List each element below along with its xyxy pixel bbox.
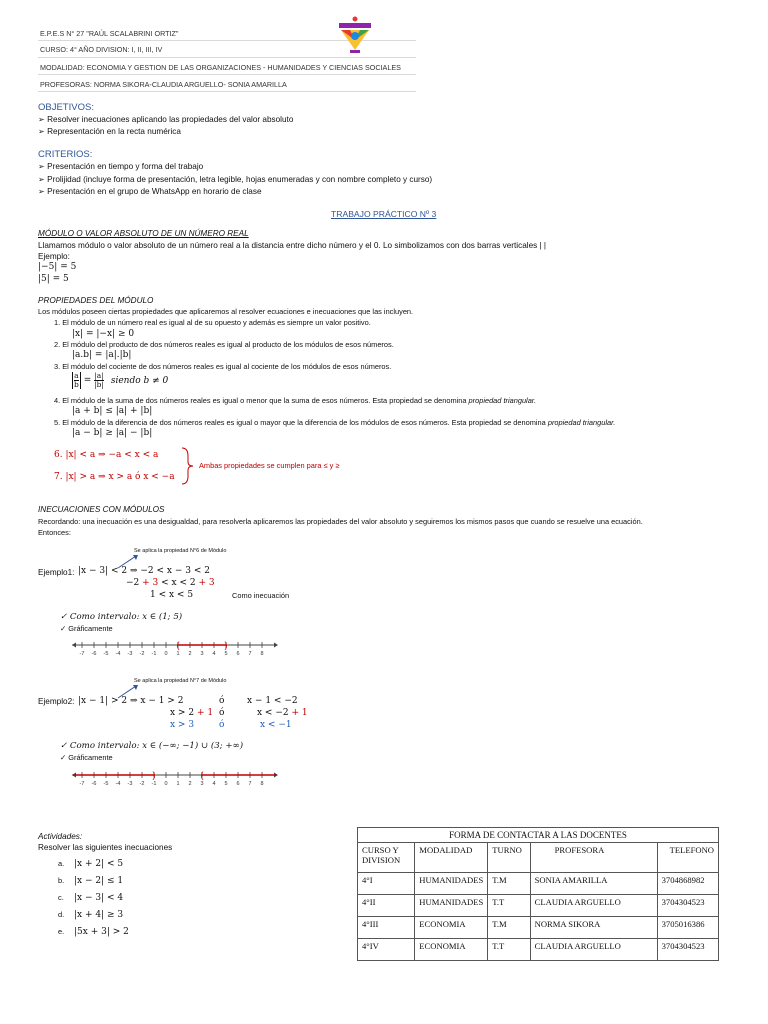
prop-5-formula: |a − b| ≥ |a| − |b| <box>72 428 153 438</box>
ex2-right3: x < −1 <box>260 720 292 730</box>
modulo-title: MÓDULO O VALOR ABSOLUTO DE UN NÚMERO REAL <box>38 229 249 238</box>
example-2: |5| = 5 <box>38 274 69 284</box>
tick-label: 4 <box>212 651 216 657</box>
prop-1-formula: |x| = |−x| ≥ 0 <box>72 329 135 339</box>
tick-label: 6 <box>236 651 240 657</box>
brace-icon <box>180 446 196 486</box>
open-endpoint: ) <box>152 770 156 780</box>
tick-label: 4 <box>212 781 216 787</box>
ex2-note: Se aplica la propiedad N°7 de Módulo <box>134 678 227 684</box>
modality-line: MODALIDAD: ECONOMIA Y GESTION DE LAS ORGANIZACIONES - HUMANIDADES Y CIENCIAS SOCIALES <box>40 63 401 72</box>
prop-3-condition: siendo b ≠ 0 <box>110 375 169 386</box>
number-line-2 <box>70 766 280 792</box>
tick-label: -4 <box>115 651 121 657</box>
ex2-line1: |x − 1| > 2 ⇒ x − 1 > 2 <box>78 696 184 706</box>
tick-label: -7 <box>79 781 85 787</box>
axis-arrow-right-icon <box>274 643 278 648</box>
tick-label: 5 <box>224 651 228 657</box>
criteria-item: ➢ Prolijidad (incluye forma de presentación, letra legible, hojas enumeradas y con nombre completo y curso) <box>38 175 433 184</box>
criteria-item: ➢ Presentación en el grupo de WhatsApp en horario de clase <box>38 187 262 196</box>
activities-list: a. |x + 2| < 5 b. |x − 2| ≤ 1 c. |x − 3| < 4 d. |x + 4| ≥ 3 e. |5x + 3| > 2 <box>58 859 129 937</box>
ex2-or: ó <box>219 708 225 718</box>
tick-label: -3 <box>127 781 133 787</box>
props-intro: Los módulos poseen ciertas propiedades que aplicaremos al resolver ecuaciones e inecuaciones que las incluyen. <box>38 307 414 316</box>
ex1-interval: ✓ Como intervalo: x ∈ (1; 5) <box>60 612 183 622</box>
criteria-title: CRITERIOS: <box>38 149 93 160</box>
prop-4: 4. El módulo de la suma de dos números reales es igual o menor que la suma de esos números. Esta propiedad se denomina propiedad triangular. <box>54 396 537 405</box>
inec-text: Recordando: una inecuación es una desigualdad, para resolverla aplicaremos las propiedades del valor absoluto y seguiremos los mismos pasos que cuando se resuelve una ecuación. <box>38 517 643 526</box>
tick-label: 7 <box>248 781 252 787</box>
open-endpoint: ( <box>176 640 180 650</box>
open-endpoint: ) <box>224 640 228 650</box>
ex1-line3-note: Como inecuación <box>232 591 290 600</box>
tp-title: TRABAJO PRÁCTICO Nº 3 <box>331 209 437 219</box>
ex1-line1: |x − 3| < 2 ⇒ −2 < x − 3 < 2 <box>78 566 210 576</box>
ex1-line2: −2 + 3 < x < 2 + 3 <box>126 578 215 588</box>
tick-label: -1 <box>151 651 157 657</box>
activity-item: |x + 2| < 5 <box>74 859 124 869</box>
axis-arrow-left-icon <box>72 643 76 648</box>
prop-2: 2. El módulo del producto de dos números reales es igual al producto de los módulos de esos números. <box>54 340 394 349</box>
inec-then: Entonces: <box>38 528 71 537</box>
ex1-note: Se aplica la propiedad N°6 de Módulo <box>134 548 227 554</box>
activities-subtitle: Resolver las siguientes inecuaciones <box>38 843 173 852</box>
tick-label: 2 <box>188 781 192 787</box>
prop-3-formula: $\frac{a}{b}$ = $\frac{|a|}{|b|}$ siendo b ≠ 0 <box>74 371 169 389</box>
prop-7: 7. |x| > a ⇒ x > a ó x < −a <box>54 472 175 482</box>
tick-label: -1 <box>151 781 157 787</box>
ex2-or: ó <box>219 720 225 730</box>
tick-label: 0 <box>164 651 168 657</box>
prop-6: 6. |x| < a ⇒ −a < x < a <box>54 450 159 460</box>
table-row: 4°II HUMANIDADES T.T CLAUDIA ARGUELLO 3704304523 <box>358 895 719 917</box>
tick-label: 6 <box>236 781 240 787</box>
school-logo <box>336 14 374 56</box>
brace-note: Ambas propiedades se cumplen para ≤ y ≥ <box>199 461 340 470</box>
tick-label: 8 <box>260 651 264 657</box>
tick-label: 1 <box>176 651 180 657</box>
ex1-line3: 1 < x < 5 <box>150 590 194 600</box>
tick-label: -2 <box>139 781 145 787</box>
props-title: PROPIEDADES DEL MÓDULO <box>38 296 154 305</box>
tick-label: 8 <box>260 781 264 787</box>
tick-label: -7 <box>79 651 85 657</box>
tick-label: 1 <box>176 781 180 787</box>
tick-label: 3 <box>200 651 204 657</box>
tick-label: -6 <box>91 781 97 787</box>
ex2-interval: ✓ Como intervalo: x ∈ (−∞; −1) ∪ (3; +∞) <box>60 741 244 751</box>
tick-label: 0 <box>164 781 168 787</box>
objectives-title: OBJETIVOS: <box>38 102 94 113</box>
tick-label: -3 <box>127 651 133 657</box>
table-header-row: CURSO Y DIVISION MODALIDAD TURNO PROFESORA TELEFONO <box>358 843 719 873</box>
prop-4-formula: |a + b| ≤ |a| + |b| <box>72 406 153 416</box>
ex2-line3: x > 3 <box>170 720 195 730</box>
open-endpoint: ( <box>200 770 204 780</box>
activities-title: Actividades: <box>38 832 83 841</box>
prop-1: 1. El módulo de un número real es igual al de su opuesto y además es siempre un valor positivo. <box>54 318 371 327</box>
number-line-1 <box>70 636 280 662</box>
table-row: 4°I HUMANIDADES T.M SONIA AMARILLA 3704868982 <box>358 873 719 895</box>
tick-label: 7 <box>248 651 252 657</box>
tick-label: -2 <box>139 651 145 657</box>
tick-label: -5 <box>103 651 109 657</box>
prop-2-formula: |a.b| = |a|.|b| <box>72 350 132 360</box>
inec-title: INECUACIONES CON MÓDULOS <box>38 505 165 514</box>
tick-label: -5 <box>103 781 109 787</box>
prop-3: 3. El módulo del cociente de dos números reales es igual al cociente de los módulos de esos números. <box>54 362 392 371</box>
ex2-right1: x − 1 < −2 <box>247 696 298 706</box>
tick-label: 3 <box>200 781 204 787</box>
activity-item: |x − 2| ≤ 1 <box>74 876 124 886</box>
contact-table-title: FORMA DE CONTACTAR A LAS DOCENTES <box>358 828 719 843</box>
school-name: E.P.E.S N° 27 "RAÚL SCALABRINI ORTIZ" <box>40 29 179 38</box>
tick-label: 2 <box>188 651 192 657</box>
modulo-definition: Llamamos módulo o valor absoluto de un número real a la distancia entre dicho número y el 0. Lo simbolizamos con dos barras verticales | | <box>38 241 547 250</box>
example-1: |−5| = 5 <box>38 262 77 272</box>
ex2-graphic-label: ✓ Gráficamente <box>60 753 113 762</box>
course-line: CURSO: 4° AÑO DIVISION: I, II, III, IV <box>40 45 163 54</box>
prop-5: 5. El módulo de la diferencia de dos números reales es igual o mayor que la diferencia de los módulos de esos números. Esta propiedad se denomina propiedad triangular. <box>54 418 616 427</box>
activity-item: |x − 3| < 4 <box>74 893 124 903</box>
ex1-label: Ejemplo1: <box>38 568 75 577</box>
tick-label: -6 <box>91 651 97 657</box>
tick-label: 5 <box>224 781 228 787</box>
table-row: 4°IV ECONOMIA T.T CLAUDIA ARGUELLO 3704304523 <box>358 939 719 961</box>
tick-label: -4 <box>115 781 121 787</box>
teachers-line: PROFESORAS: NORMA SIKORA-CLAUDIA ARGUELLO- SONIA AMARILLA <box>40 80 287 89</box>
table-row: 4°III ECONOMIA T.M NORMA SIKORA 3705016386 <box>358 917 719 939</box>
ex1-graphic-label: ✓ Gráficamente <box>60 624 113 633</box>
ex2-or: ó <box>219 696 225 706</box>
ex2-right2: x < −2 + 1 <box>257 708 308 718</box>
criteria-item: ➢ Presentación en tiempo y forma del trabajo <box>38 162 204 171</box>
objective-item: ➢ Resolver inecuaciones aplicando las propiedades del valor absoluto <box>38 115 294 124</box>
objective-item: ➢ Representación en la recta numérica <box>38 127 181 136</box>
example-label: Ejemplo: <box>38 252 70 261</box>
activity-item: |x + 4| ≥ 3 <box>74 910 124 920</box>
ex2-label: Ejemplo2: <box>38 697 75 706</box>
contact-table <box>357 827 719 961</box>
ex2-line2: x > 2 + 1 <box>170 708 214 718</box>
activity-item: |5x + 3| > 2 <box>74 927 129 937</box>
